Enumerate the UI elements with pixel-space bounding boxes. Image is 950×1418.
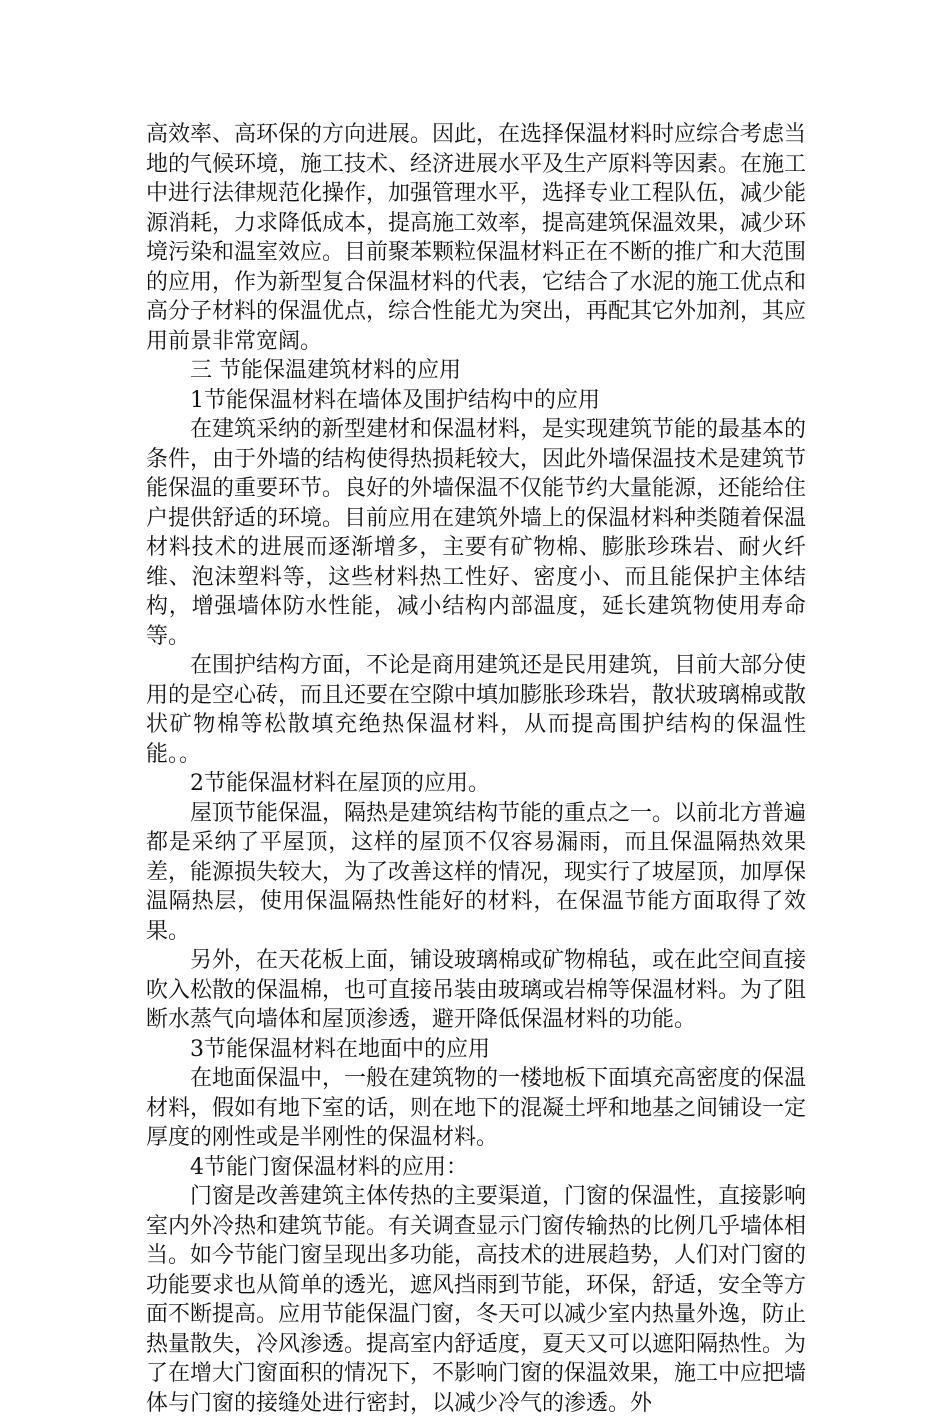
body-paragraph: 高效率、高环保的方向进展。因此，在选择保温材料时应综合考虑当地的气候环境，施工技术、经济进展水平及生产原料等因素。在施工中进行法律规范化操作，加强管理水平，选择专业工程队伍，减少能源消耗，力求降低成本，提高施工效率，提高建筑保温效果，减少环境污染和温室效应。目前聚苯颗粒保温材料正在不断的推广和大范围的应用，作为新型复合保温材料的代表，它结合了水泥的施工优点和高分子材料的保温优点，综合性能尤为突出，再配其它外加剂，其应用前景非常宽阔。: [146, 122, 807, 354]
subsection-heading: 4节能门窗保温材料的应用：: [190, 1154, 468, 1180]
section-heading: 三 节能保温建筑材料的应用: [190, 358, 461, 383]
subsection-heading: 1节能保温材料在墙体及围护结构中的应用: [190, 387, 600, 413]
subsection-heading: 3节能保温材料在地面中的应用: [190, 1036, 490, 1062]
subsection-heading: 2节能保温材料在屋顶的应用。: [190, 771, 490, 796]
body-paragraph: 在建筑采纳的新型建材和保温材料，是实现建筑节能的最基本的条件，由于外墙的结构使得热损耗较大，因此外墙保温技术是建筑节能保温的重要环节。良好的外墙保温不仅能节约大量能源，还能给住户提供舒适的环境。目前应用在建筑外墙上的保温材料种类随着保温材料技术的进展而逐渐增多，主要有矿物棉、膨胀珍珠岩、耐火纤维、泡沫塑料等，这些材料热工性好、密度小、而且能保护主体结构，增强墙体防水性能，减小结构内部温度，延长建筑物使用寿命等。: [146, 417, 807, 649]
body-paragraph: 在地面保温中，一般在建筑物的一楼地板下面填充高密度的保温材料，假如有地下室的话，则在地下的混凝土坪和地基之间铺设一定厚度的刚性或是半刚性的保温材料。: [146, 1066, 807, 1150]
body-paragraph: 屋顶节能保温，隔热是建筑结构节能的重点之一。以前北方普遍都是采纳了平屋顶，这样的屋顶不仅容易漏雨，而且保温隔热效果差，能源损失较大，为了改善这样的情况，现实行了坡屋顶，加厚保温隔热层，使用保温隔热性能好的材料，在保温节能方面取得了效果。: [146, 800, 807, 944]
body-paragraph: 另外，在天花板上面，铺设玻璃棉或矿物棉毡，或在此空间直接吹入松散的保温棉，也可直接吊装由玻璃或岩棉等保温材料。为了阻断水蒸气向墙体和屋顶渗透，避开降低保温材料的功能。: [146, 948, 807, 1032]
body-paragraph: 在围护结构方面，不论是商用建筑还是民用建筑，目前大部分使用的是空心砖，而且还要在空隙中填加膨胀珍珠岩，散状玻璃棉或散状矿物棉等松散填充绝热保温材料，从而提高围护结构的保温性能。。: [146, 653, 807, 767]
body-paragraph: 门窗是改善建筑主体传热的主要渠道，门窗的保温性，直接影响室内外冷热和建筑节能。有关调查显示门窗传输热的比例几乎墙体相当。如今节能门窗呈现出多功能，高技术的进展趋势，人们对门窗的功能要求也从简单的透光，遮风挡雨到节能，环保，舒适，安全等方面不断提高。应用节能保温门窗，冬天可以减少室内热量外逸，防止热量散失，冷风渗透。提高室内舒适度，夏天又可以遮阳隔热性。为了在增大门窗面积的情况下，不影响门窗的保温效果，施工中应把墙体与门窗的接缝处进行密封，以减少冷气的渗透。外: [146, 1184, 807, 1416]
document-body: [146, 120, 806, 1418]
